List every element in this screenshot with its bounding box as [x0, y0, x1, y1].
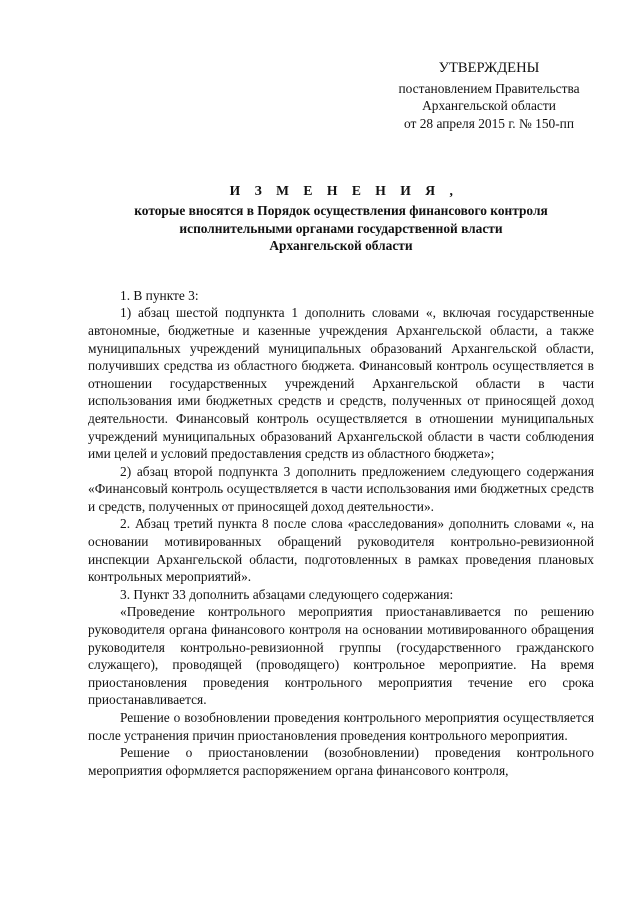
paragraph-item-2: 2. Абзац третий пункта 8 после слова «расследования» дополнить словами «, на основании мотивированных обращений руководителя контрольно-ревизионной инспекции Архангельской области, подготовленных в рамках проведения плановых контрольных мероприятий».	[88, 516, 594, 585]
paragraph-sub-2: 2) абзац второй подпункта 3 дополнить предложением следующего содержания «Финансовый контроль осуществляется в части использования ими бюджетных средств и средств, полученных от приносящей доход деятельности».	[88, 463, 594, 514]
heading-title: И З М Е Н Е Н И Я ,	[229, 183, 459, 199]
paragraph-item-1: 1. В пункте 3:	[120, 287, 199, 303]
paragraph-sub-1: 1) абзац шестой подпункта 1 дополнить словами «, включая государственные автономные, бюджетные и казенные учреждения Архангельской области, а также муниципальных учреждений муниципальных образований Архангельской области, получивших средства из областного бюджета. Финансовый контроль осуществляется в отношении государственных учреждений Архангельской области в части использования ими бюджетных средств и средств, полученных от приносящей доход деятельности. Финансовый контроль осуществляется в отношении муниципальных учреждений муниципальных образований Архангельской области в части соблюдения ими целей и условий предоставления средств из областного бюджета»;	[88, 305, 594, 462]
approval-line-1: постановлением Правительства	[398, 80, 580, 96]
paragraph-quote-2: Решение о возобновлении проведения контрольного мероприятия осуществляется после устранения причин приостановления проведения контрольного мероприятия.	[88, 710, 594, 743]
approval-title: УТВЕРЖДЕНЫ	[438, 60, 540, 76]
paragraph-item-3: 3. Пункт 33 дополнить абзацами следующего содержания:	[120, 586, 454, 602]
document-body	[88, 287, 594, 780]
heading-line-2: исполнительными органами государственной власти	[179, 220, 503, 236]
heading-line-1: которые вносятся в Порядок осуществления финансового контроля	[134, 202, 548, 218]
approval-line-2: Архангельской области	[422, 98, 556, 114]
approval-line-3: от 28 апреля 2015 г. № 150-пп	[403, 115, 575, 131]
paragraph-quote-1: «Проведение контрольного мероприятия приостанавливается по решению руководителя органа финансового контроля на основании мотивированного обращения руководителя контрольно-ревизионной группы (государственного гражданского служащего), проводящей (проводящего) контрольное мероприятие. На время приостановления проведения контрольного мероприятия течение его срока приостанавливается.	[88, 604, 594, 708]
approval-block	[384, 60, 594, 132]
document-heading	[88, 182, 594, 254]
heading-line-3: Архангельской области	[269, 238, 413, 254]
paragraph-quote-3: Решение о приостановлении (возобновлении) проведения контрольного мероприятия оформляется распоряжением органа финансового контроля,	[88, 745, 594, 778]
